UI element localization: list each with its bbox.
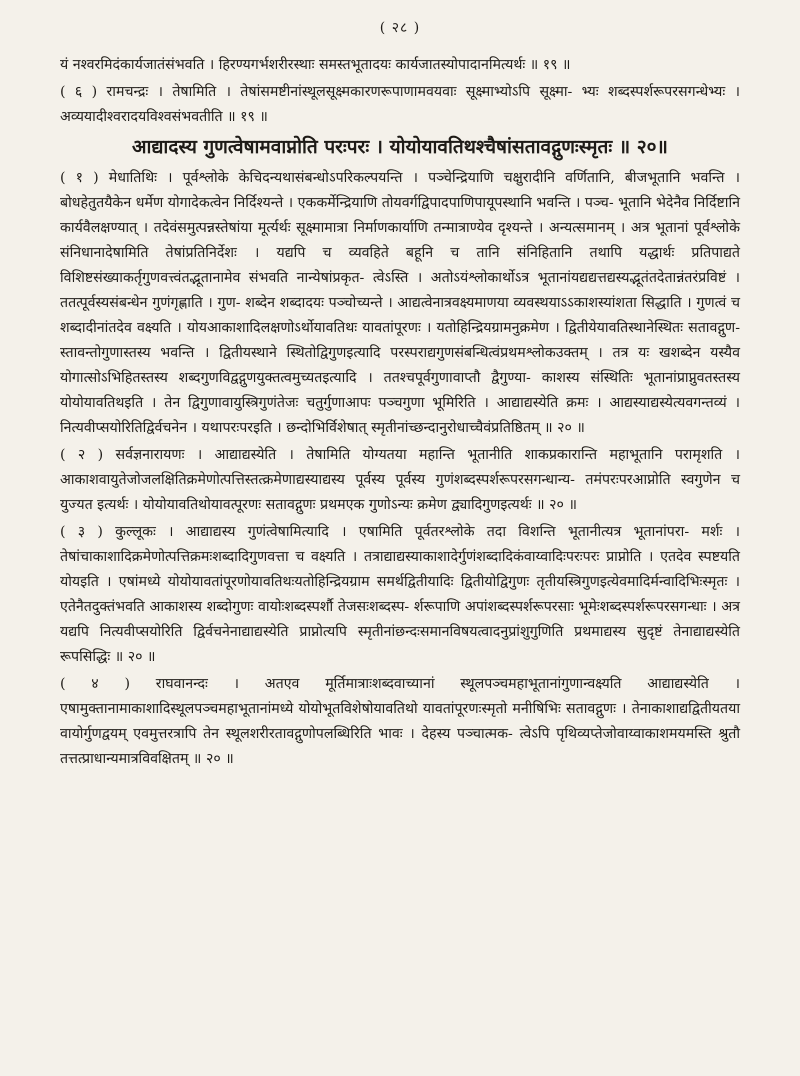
commentary-paragraph-verse-19-end: यं नश्वरमिदंकार्यजातंसंभवति । हिरण्यगर्भशरीरस्थाः समस्तभूतादयः कार्यजातस्योपादानमित्यर्थः ॥ १९ ॥ — [60, 57, 571, 73]
commentary-paragraph-raghavananda: ( ४ ) राघवानन्दः । अतएव मूर्तिमात्राःशब्दवाच्यानां स्थूलपञ्चमहाभूतानांगुणान्वक्ष्यति आद्याद्यस्येति । एषामुक्तानामाकाशादिस्थूलपञ्चमहाभूतानांमध्ये योयोभूतविशेषोयावतिथो यावतांपूरणःस्मृतो मनीषिभिः सतावद्गुणः । तेनाकाशाद्यद्वितीयतया वायोर्गुणद्वयम् एवमुत्तरत्रापि तेन स्थूलशरीरतावद्गुणोपलब्धिरिति भावः । देहस्य पञ्चात्मक- त्वेऽपि पृथिव्यप्तेजोवाय्वाकाशमयमस्ति श्रुतौ तत्तत्प्राधान्यमात्रविवक्षितम् ॥ २० ॥ — [60, 676, 740, 767]
commentary-paragraph-ramachandra-19: ( ६ ) रामचन्द्रः । तेषामिति । तेषांसमष्टीनांस्थूलसूक्ष्मकारणरूपाणामवयवाः सूक्ष्माभ्योऽपि सूक्ष्मा- भ्यः शब्दस्पर्शरूपरसगन्धेभ्यः । अव्ययादीश्वरादयविश्वसंभवतीति ॥ १९ ॥ — [60, 84, 740, 125]
commentary-paragraph-medhatithi: ( १ ) मेधातिथिः । पूर्वश्लोके केचिदन्यथासंबन्धोऽपरिकल्पयन्ति । पञ्चेन्द्रियाणि चक्षुरादीनि वर्णितानि, बीजभूतानि भवन्ति । बोधहेतुतयैकेन धर्मेण योगादेकत्वेन निर्दिश्यन्ते । एककर्मेन्द्रियाणि तोयवर्गद्विपादपाणिपायूपस्थानि भवन्ति । पञ्च- भूतानि भेदेनैव निर्दिष्टानि कार्यवैलक्षण्यात् । तदेवंसमुत्पन्नस्तेषांया मूर्त्यर्थः सूक्ष्मामात्रा निर्माणकार्याणि तन्मात्राण्येव दृश्यन्ते । अन्यत्समानम् । अत्र भूतानां पूर्वश्लोके संनिधानादेषामिति तेषांप्रतिनिर्देशः । यद्यपि च व्यवहिते बहूनि च तानि संनिहितानि तथापि यद्धार्थः प्रतिपाद्यते विशिष्टसंख्याकर्तृगुणवत्त्वंतद्भूतानामेव संभवति नान्येषांप्रकृत- त्वेऽस्ति । अतोऽयंश्लोकार्थोऽत्र भूतानांयद्यद्यत्तद्यस्यद्भूतंतदेतान्नंतरंप्रविष्टं । ततत्पूर्वस्यसंबन्धेन गुणंगृह्णाति । गुण- शब्देन शब्दादयः पञ्चोच्यन्ते । आद्यत्वेनात्रवक्ष्यमाणया व्यवस्थयाऽऽकाशस्यांशता सिद्धाति । गुणत्वं च शब्दादीनांतदेव वक्ष्यति । योयआकाशादिलक्षणोऽर्थोयावतिथः यावतांपूरणः । यतोहिन्द्रियग्रामनुक्रमेण । द्वितीयेयावतिस्थानेस्थितः सतावद्गुण- स्तावन्तोगुणास्तस्य भवन्ति । द्वितीयस्थाने स्थितोद्विगुणइत्यादि परस्पराद्यगुणसंबन्धित्वंप्रथमश्लोकउक्तम् । तत्र यः खशब्देन यस्यैव योगात्सोऽभिहितस्तस्य शब्दगुणविद्वद्गुणयुक्तत्वमुच्यतइत्यादि । ततश्चपूर्वगुणावाप्तौ द्वैगुण्या- काशस्य संस्थितिः भूतानांप्राप्नुवतस्तस्य योयोयावतिथइति । तेन द्विगुणावायुस्त्रिगुणंतेजः चतुर्गुणाआपः पञ्चगुणा भूमिरिति । आद्याद्यस्येति क्रमः । आद्यस्याद्यस्येत्यवगन्तव्यं । नित्यवीप्सयोरितिद्विर्वचनेन । यथापरःपरइति । छन्दोभिर्विशेषात् स्मृतीनांच्छन्दानुरोधाच्चैवंप्रतिष्ठितम् ॥ २० ॥ — [60, 170, 740, 436]
page-number: ( २८ ) — [379, 20, 421, 36]
commentary-paragraph-sarvajnanarayana: ( २ ) सर्वज्ञनारायणः । आद्याद्यस्येति । तेषामिति योग्यतया महान्ति भूतानीति शाकप्रकारान्ति महाभूतानि परामृशति । आकाशवायुतेजोजलक्षितिक्रमेणोत्पत्तिस्तत्क्रमेणाद्यस्याद्यस्य पूर्वस्य पूर्वस्य गुणंशब्दस्पर्शरूपरसगन्धान्य- तमंपरःपरआप्नोति स्वगुणेन च युज्यत इत्यर्थः । योयोयावतिथोयावत्पूरणः सतावद्गुणः प्रथमएक गुणोऽन्यः क्रमेण द्व्यादिगुणइत्यर्थः ॥ २० ॥ — [60, 447, 740, 513]
commentary-body — [60, 53, 740, 772]
commentary-paragraph-kulluka: ( ३ ) कुल्लूकः । आद्याद्यस्य गुणंत्वेषामित्यादि । एषामिति पूर्वतरश्लोके तदा विशन्ति भूतानीत्यत्र भूतानांपरा- मर्शः । तेषांचाकाशादिक्रमेणोत्पत्तिक्रमःशब्दादिगुणवत्ता च वक्ष्यति । तत्राद्याद्यस्याकाशादेर्गुणंशब्दादिकंवाय्वादिःपरःपरः प्राप्नोति । एतदेव स्पष्टयति योयइति । एषांमध्ये योयोयावतांपूरणोयावतिथःयतोहिन्द्रियग्राम समर्थद्वितीयादिः द्वितीयोद्विगुणः तृतीयस्त्रिगुणइत्येवमादिर्मन्वादिभिःस्मृतः । एतेनैतदुक्तंभवति आकाशस्य शब्दोगुणः वायोःशब्दस्पर्शौ तेजसःशब्दस्प- र्शरूपाणि अपांशब्दस्पर्शरूपरसाः भूमेःशब्दस्पर्शरूपरसगन्धाः । अत्र यद्यपि नित्यवीप्सयोरिति द्विर्वचनेनाद्याद्यस्येति प्राप्नोत्यपि स्मृतीनांछन्दःसमानविषयत्वादनुप्रांशुगुणिति प्रथमाद्यस्य सुदृष्टं तेनाद्याद्यस्येति रूपसिद्धिः ॥ २० ॥ — [60, 524, 740, 665]
verse-heading: आद्यादस्य गुणत्वेषामवाप्नोति परःपरः । योयोयावतिथश्चैषांसतावद्गुणःस्मृतः ॥ २०॥ — [132, 136, 668, 158]
